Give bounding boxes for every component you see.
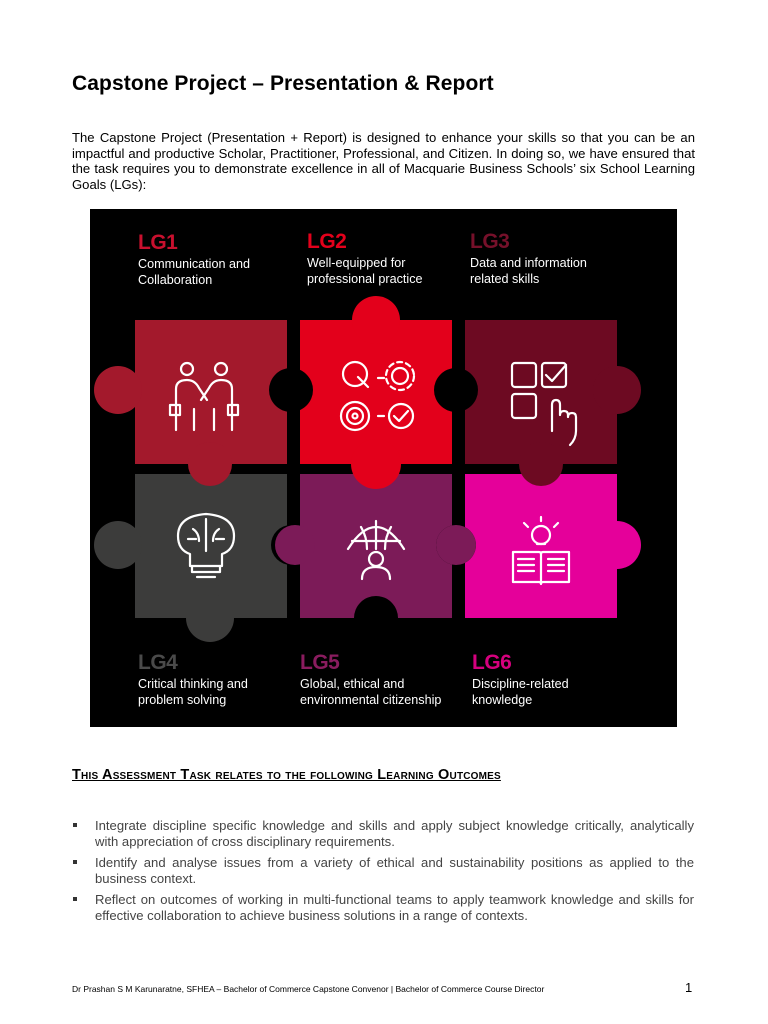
lg1-code: LG1 bbox=[138, 231, 178, 254]
lg1-desc-line1: Communication and bbox=[138, 257, 251, 271]
puzzle-piece-lg5 bbox=[300, 474, 452, 640]
bullet-icon bbox=[73, 897, 77, 901]
puzzle-piece-lg2 bbox=[269, 296, 478, 489]
list-item bbox=[72, 892, 694, 923]
lg6-code: LG6 bbox=[472, 651, 512, 674]
lg1-desc-line2: Collaboration bbox=[138, 272, 213, 287]
lg4-label bbox=[138, 651, 248, 708]
bullet-icon bbox=[73, 860, 77, 864]
lg3-code: LG3 bbox=[470, 230, 510, 253]
lg2-desc-line2: professional practice bbox=[307, 271, 423, 286]
outcome-text: Reflect on outcomes of working in multi-functional teams to apply teamwork knowledge and skills for effective collaboration to achieve business solutions in a range of contexts. bbox=[95, 892, 694, 923]
puzzle-piece-lg1 bbox=[94, 320, 287, 464]
lg4-code: LG4 bbox=[138, 651, 178, 674]
page-footer: Dr Prashan S M Karunaratne, SFHEA – Bachelor of Commerce Capstone Convenor | Bachelor of Commerce Course Director bbox=[72, 984, 545, 994]
page-number: 1 bbox=[685, 980, 693, 995]
list-item bbox=[72, 818, 694, 849]
learning-goals-graphic bbox=[90, 209, 677, 727]
lg6-desc-line1: Discipline-related bbox=[472, 677, 569, 691]
lg2-code: LG2 bbox=[307, 230, 347, 253]
learning-outcomes-list bbox=[72, 818, 694, 929]
lg1-label bbox=[138, 231, 250, 288]
lg5-code: LG5 bbox=[300, 651, 340, 674]
bullet-icon bbox=[73, 823, 77, 827]
document-title: Capstone Project – Presentation & Report bbox=[72, 72, 494, 95]
lg6-label bbox=[472, 651, 569, 708]
lg3-desc-line2: related skills bbox=[470, 271, 540, 286]
lg5-label bbox=[300, 651, 441, 708]
puzzle-piece-lg3 bbox=[465, 320, 641, 464]
lg2-desc-line1: Well-equipped for bbox=[307, 256, 406, 270]
puzzle-piece-lg6 bbox=[465, 474, 641, 618]
lg4-desc-line1: Critical thinking and bbox=[138, 677, 248, 691]
learning-outcomes-heading: This Assessment Task relates to the following Learning Outcomes bbox=[72, 767, 501, 783]
lg4-desc-line2: problem solving bbox=[138, 692, 227, 707]
outcome-text: Identify and analyse issues from a variety of ethical and sustainability positions as applied to the business context. bbox=[95, 855, 694, 886]
lg3-label bbox=[470, 230, 587, 287]
lg5-desc-line2: environmental citizenship bbox=[300, 692, 442, 707]
lg3-desc-line1: Data and information bbox=[470, 256, 587, 270]
intro-paragraph: The Capstone Project (Presentation + Report) is designed to enhance your skills so that you can be an impactful and productive Scholar, Practitioner, Professional, and Citizen. In doing so, we have ensured that the task requires you to demonstrate excellence in all of Macquarie Business Schools’ six School Learning Goals (LGs): bbox=[72, 130, 695, 192]
lg5-desc-line1: Global, ethical and bbox=[300, 677, 405, 691]
lg6-desc-line2: knowledge bbox=[472, 692, 533, 707]
lg2-label bbox=[307, 230, 423, 287]
list-item bbox=[72, 855, 694, 886]
outcome-text: Integrate discipline specific knowledge and skills and apply subject knowledge critically, analytically with appreciation of cross disciplinary requirements. bbox=[95, 818, 694, 849]
